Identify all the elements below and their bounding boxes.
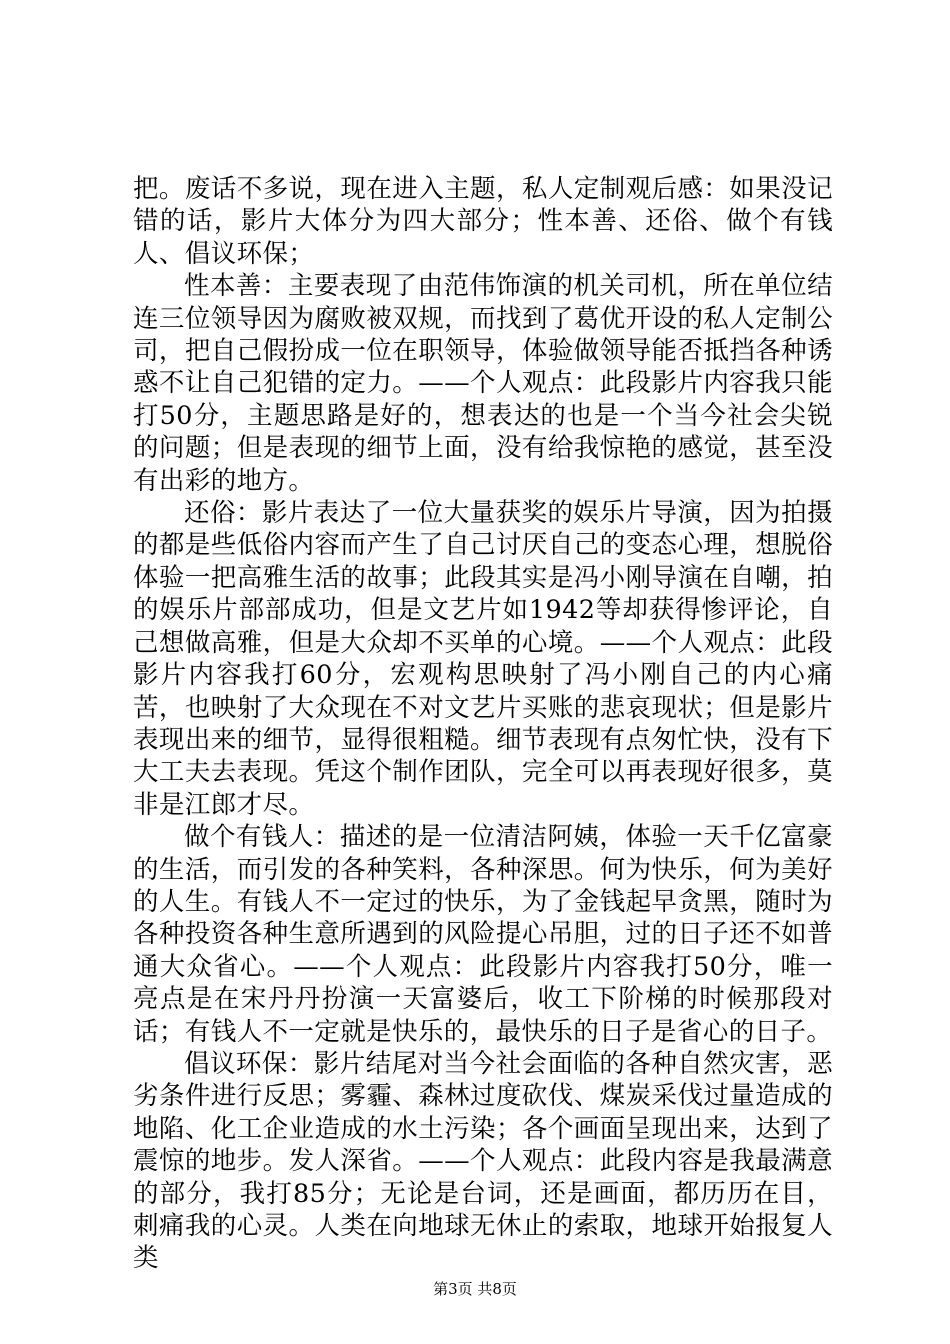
document-body bbox=[133, 173, 833, 1275]
paragraph-huan-su: 还俗：影片表达了一位大量获奖的娱乐片导演，因为拍摄的都是些低俗内容而产生了自己讨厌自己的变态心理，想脱俗体验一把高雅生活的故事；此段其实是冯小刚导演在自嘲，拍的娱乐片部部成功，但是文艺片如1942等却获得惨评论，自己想做高雅，但是大众却不买单的心境。——个人观点：此段影片内容我打60分，宏观构思映射了冯小刚自己的内心痛苦，也映射了大众现在不对文艺片买账的悲哀现状；但是影片表现出来的细节，显得很粗糙。细节表现有点匆忙快，没有下大工夫去表现。凭这个制作团队，完全可以再表现好很多，莫非是江郎才尽。 bbox=[133, 498, 833, 820]
paragraph-huan-bao: 倡议环保：影片结尾对当今社会面临的各种自然灾害，恶劣条件进行反思；雾霾、森林过度砍伐、煤炭采伐过量造成的地陷、化工企业造成的水土污染；各个画面呈现出来，达到了震惊的地步。发人深省。——个人观点：此段内容是我最满意的部分，我打85分；无论是台词，还是画面，都历历在目，刺痛我的心灵。人类在向地球无休止的索取，地球开始报复人类 bbox=[133, 1048, 833, 1274]
paragraph-continuation: 把。废话不多说，现在进入主题，私人定制观后感：如果没记错的话，影片大体分为四大部分；性本善、还俗、做个有钱人、倡议环保； bbox=[133, 174, 833, 269]
paragraph-xing-ben-shan: 性本善：主要表现了由范伟饰演的机关司机，所在单位结连三位领导因为腐败被双规，而找到了葛优开设的私人定制公司，把自己假扮成一位在职领导，体验做领导能否抵挡各种诱惑不让自己犯错的定力。——个人观点：此段影片内容我只能打50分，主题思路是好的，想表达的也是一个当今社会尖锐的问题；但是表现的细节上面，没有给我惊艳的感觉，甚至没有出彩的地方。 bbox=[133, 271, 833, 496]
page-footer: 第3页 共8页 bbox=[433, 1280, 517, 1298]
paragraph-you-qian-ren: 做个有钱人：描述的是一位清洁阿姨，体验一天千亿富豪的生活，而引发的各种笑料，各种深思。何为快乐，何为美好的人生。有钱人不一定过的快乐，为了金钱起早贪黑，随时为各种投资各种生意所遇到的风险提心吊胆，过的日子还不如普通大众省心。——个人观点：此段影片内容我打50分，唯一亮点是在宋丹丹扮演一天富婆后，收工下阶梯的时候那段对话；有钱人不一定就是快乐的，最快乐的日子是省心的日子。 bbox=[133, 822, 833, 1047]
